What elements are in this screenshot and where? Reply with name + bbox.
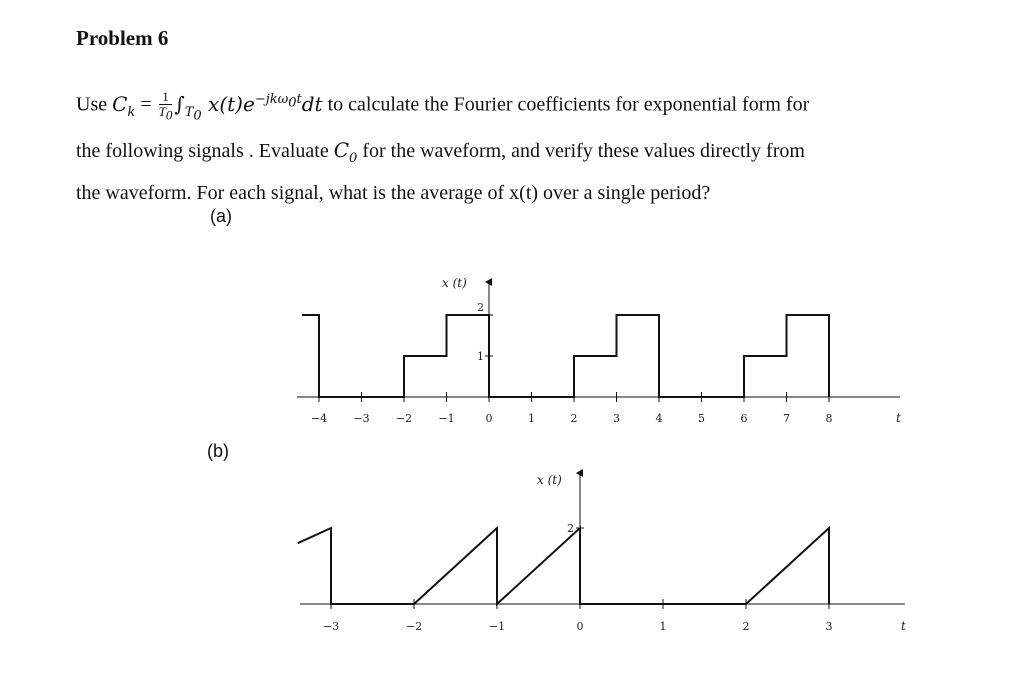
a-xtick-label: −3 [353, 412, 370, 425]
a-xlabel: t [896, 411, 901, 425]
a-xtick-label: 7 [783, 412, 790, 425]
a-xtick-label: 8 [825, 412, 833, 425]
a-xtick-label: −2 [395, 412, 413, 425]
formula-c0: $C_0$ [333, 138, 358, 167]
waveform-a [297, 276, 901, 425]
a-xtick-label: 2 [570, 412, 578, 425]
a-xtick-label: 6 [740, 412, 748, 425]
a-ytick-label-2: 2 [477, 301, 484, 314]
b-xtick-label: 2 [742, 620, 750, 633]
waveform-b [298, 473, 906, 633]
part-a-label: (a) [210, 206, 232, 226]
a-xtick-label: 1 [528, 412, 535, 425]
a-xtick-label: 0 [485, 412, 493, 425]
formula-fraction: $\frac{1}{T_0}$ [158, 88, 173, 123]
b-xtick-label: 3 [825, 620, 833, 633]
a-xtick-label: 3 [613, 412, 620, 425]
a-ylabel: x (t) [442, 276, 467, 290]
b-signal-line [298, 528, 829, 604]
b-xtick-label: 0 [576, 620, 584, 633]
statement-line-2: the following signals . Evaluate $C_0$ for the waveform, and verify these values directly from [76, 138, 805, 167]
formula-equals: = [135, 93, 157, 116]
problem-title: Problem 6 [76, 26, 169, 50]
a-xtick-label: −4 [310, 412, 328, 425]
b-xtick-label: −3 [322, 620, 340, 633]
formula-ck: $C_k$ [112, 91, 136, 120]
formula-integral: $\int_{T_0}$ [174, 91, 202, 124]
a-ytick-label-1: 1 [477, 350, 484, 363]
b-xlabel: t [901, 619, 906, 633]
a-xtick-label: 4 [655, 412, 663, 425]
a-xtick-label: −1 [438, 412, 455, 425]
b-ytick-label-2: 2 [567, 522, 574, 535]
b-xtick-label: 1 [659, 620, 667, 633]
statement-line-3: the waveform. For each signal, what is the average of x(t) over a single period? [76, 182, 711, 205]
b-xtick-label: −2 [405, 620, 423, 633]
a-signal-line [302, 315, 829, 397]
a-xtick-label: 5 [698, 412, 705, 425]
b-xtick-label: −1 [488, 620, 506, 633]
formula-integrand: $x(t)e^{-jk\omega_0t}dt$ [201, 91, 323, 116]
part-b-label: (b) [207, 441, 229, 461]
line1-tail: to calculate the Fourier coefficients for exponential form for [322, 93, 810, 116]
b-ylabel: x (t) [537, 473, 562, 487]
use-text: Use [76, 93, 113, 116]
